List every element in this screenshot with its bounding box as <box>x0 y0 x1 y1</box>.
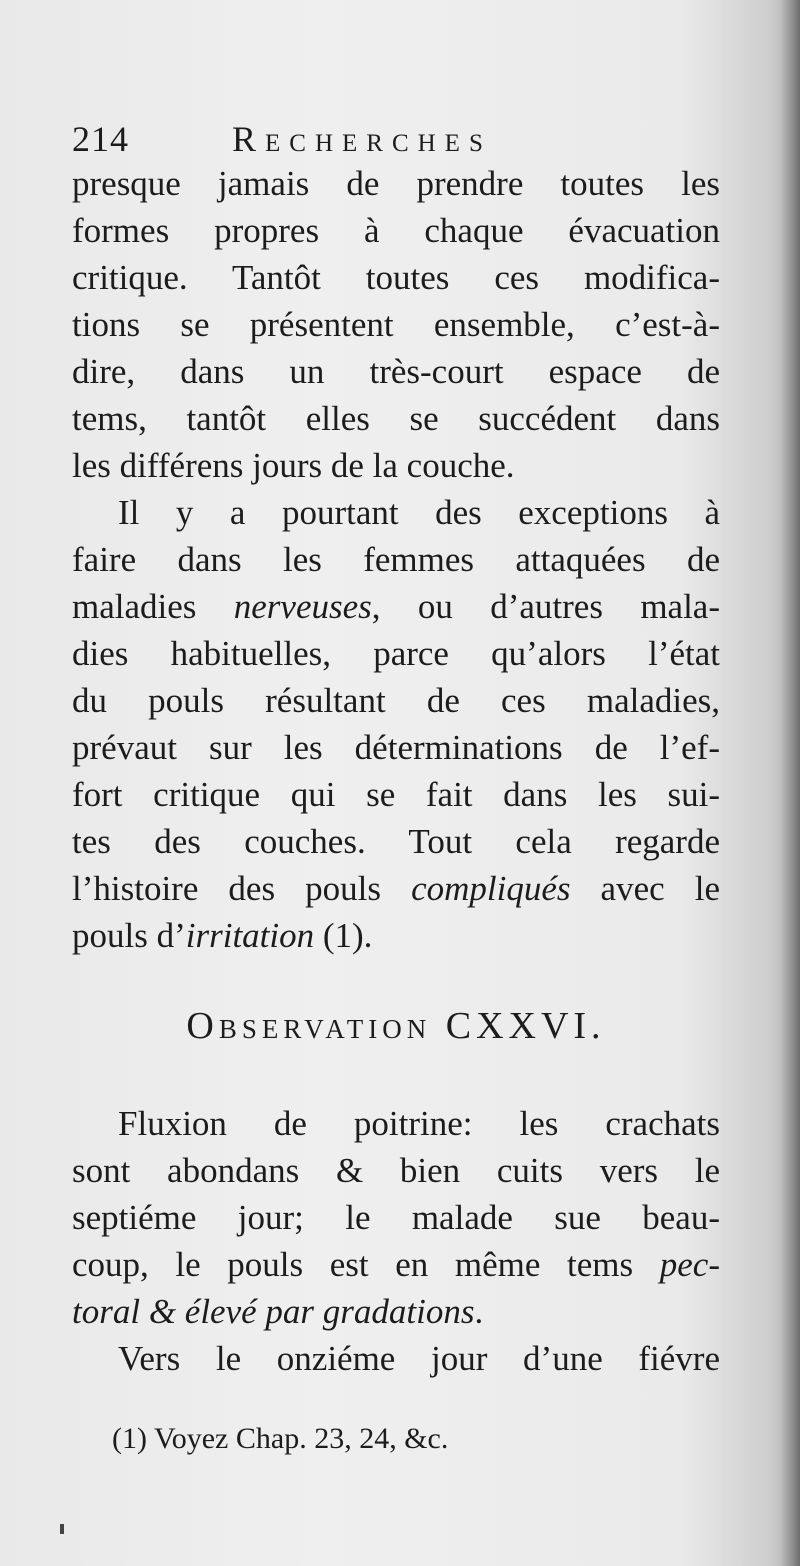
page-edge-shadow <box>780 0 800 1566</box>
text-line: Vers le onziéme jour d’une fiévre <box>118 1339 720 1378</box>
main-text <box>72 160 720 959</box>
text-line: dire, dans un très-court espace de <box>72 352 720 391</box>
text-line: les différens jours de la couche. <box>72 446 515 485</box>
text-segment: coup, le pouls est en même tems <box>72 1245 660 1284</box>
text-line: Il y a pourtant des exceptions à <box>118 493 720 532</box>
text-segment: pouls d’ <box>72 916 186 955</box>
observation-text <box>72 1100 720 1382</box>
running-head: Recherches <box>232 119 492 159</box>
text-segment: maladies <box>72 587 234 626</box>
footnote-ref: (1). <box>314 916 373 955</box>
text-line <box>72 912 720 959</box>
italic-term: nerveuses <box>233 587 372 626</box>
italic-term: pec- <box>659 1245 720 1284</box>
text-line: formes propres à chaque évacuation <box>72 211 720 250</box>
text-line: fort critique qui se fait dans les sui- <box>72 775 720 814</box>
text-line: critique. Tantôt toutes ces modifica- <box>72 258 720 297</box>
text-line <box>72 865 720 912</box>
print-speck <box>60 1524 64 1534</box>
text-segment: l’histoire des pouls <box>72 869 412 908</box>
text-line <box>72 1288 720 1335</box>
text-line <box>72 583 720 630</box>
text-segment: . <box>474 1292 484 1331</box>
paragraph-exceptions <box>72 489 720 959</box>
text-line: Fluxion de poitrine: les crachats <box>118 1104 720 1143</box>
page-number: 214 <box>72 119 129 159</box>
italic-term: compliqués <box>411 869 571 908</box>
italic-term: toral & élevé par gradations <box>72 1292 475 1331</box>
italic-term: irritation <box>185 916 315 955</box>
paragraph-continuation <box>72 160 720 489</box>
text-line: prévaut sur les déterminations de l’ef- <box>72 728 720 767</box>
observation-heading: Observation CXXVI. <box>186 1005 606 1047</box>
text-line: presque jamais de prendre toutes les <box>72 164 720 203</box>
text-line: faire dans les femmes attaquées de <box>72 540 720 579</box>
text-line: septiéme jour; le malade sue beau- <box>72 1198 720 1237</box>
footnote: (1) Voyez Chap. 23, 24, &c. <box>112 1422 449 1455</box>
text-line: dies habituelles, parce qu’alors l’état <box>72 634 720 673</box>
text-segment: , ou d’autres mala- <box>371 587 720 626</box>
text-line: tems, tantôt elles se succédent dans <box>72 399 720 438</box>
text-line: sont abondans & bien cuits vers le <box>72 1151 720 1190</box>
text-segment: avec le <box>570 869 720 908</box>
text-line: tions se présentent ensemble, c’est-à- <box>72 305 720 344</box>
page-header <box>72 118 712 162</box>
text-line: du pouls résultant de ces maladies, <box>72 681 720 720</box>
text-line <box>72 1241 720 1288</box>
text-line: tes des couches. Tout cela regarde <box>72 822 720 861</box>
